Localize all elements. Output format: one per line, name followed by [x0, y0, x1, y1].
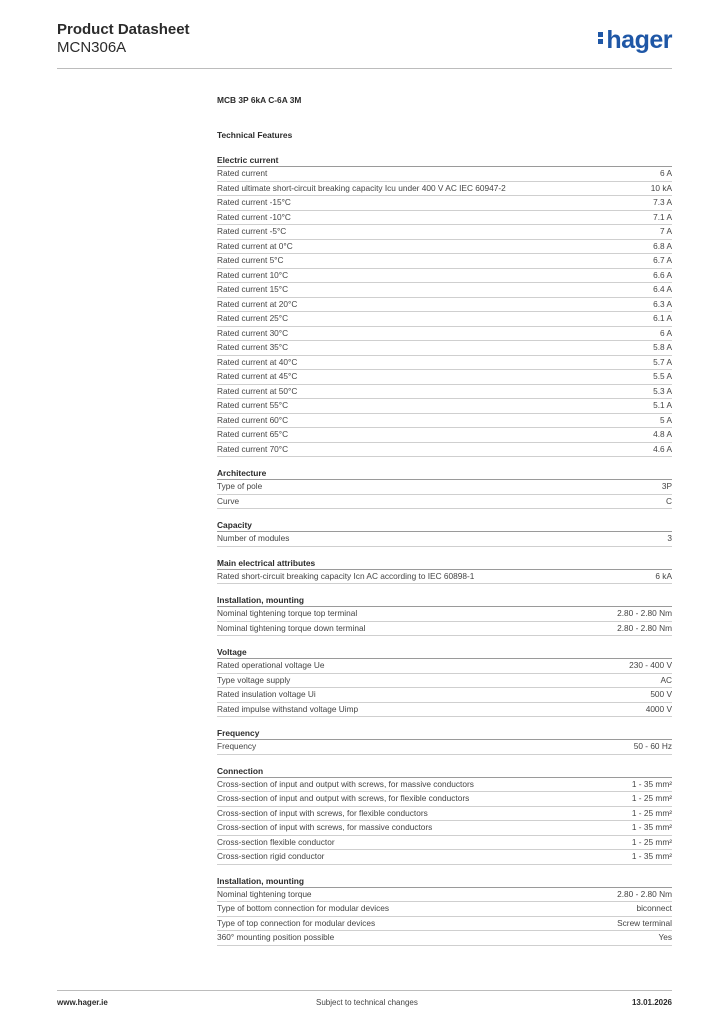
feature-value: 6.6 A	[653, 269, 672, 280]
product-code: MCN306A	[57, 39, 127, 56]
feature-section	[217, 558, 672, 585]
section-title: Architecture	[217, 468, 672, 480]
feature-row	[217, 792, 672, 807]
feature-value: 1 - 35 mm²	[631, 778, 672, 789]
feature-label: Rated impulse withstand voltage Uimp	[217, 703, 359, 714]
feature-section	[217, 766, 672, 865]
feature-label: Rated current at 50°C	[217, 385, 298, 396]
feature-value: 5 A	[660, 414, 672, 425]
feature-value: 2.80 - 2.80 Nm	[617, 622, 672, 633]
feature-label: Nominal tightening torque top terminal	[217, 608, 358, 618]
feature-label: Cross-section of input with screws, for massive conductors	[217, 822, 433, 832]
feature-value: 1 - 25 mm²	[631, 807, 672, 818]
feature-value: 6.1 A	[653, 313, 672, 323]
section-title: Electric current	[217, 155, 672, 167]
page-title: Product Datasheet	[57, 21, 190, 38]
feature-value: 7.1 A	[653, 211, 672, 222]
feature-row	[217, 821, 672, 836]
section-title: Capacity	[217, 520, 672, 532]
feature-row	[217, 211, 672, 226]
feature-label: Rated current at 20°C	[217, 298, 298, 309]
feature-row	[217, 480, 672, 495]
feature-label: Rated ultimate short-circuit breaking capacity Icu under 400 V AC IEC 60947-2	[217, 182, 506, 193]
feature-label: Rated short-circuit breaking capacity Icn AC according to IEC 60898-1	[217, 570, 475, 581]
logo-text: hager	[606, 26, 672, 54]
feature-section	[217, 647, 672, 717]
feature-label: Type of bottom connection for modular devices	[217, 903, 390, 913]
feature-value: 6.4 A	[653, 284, 672, 294]
feature-row	[217, 298, 672, 313]
feature-row	[217, 356, 672, 371]
feature-label: Rated current -5°C	[217, 226, 287, 236]
feature-section	[217, 520, 672, 547]
feature-label: Number of modules	[217, 533, 290, 543]
feature-value: 3	[667, 533, 672, 543]
feature-label: Rated current 5°C	[217, 255, 284, 265]
feature-label: Rated current 10°C	[217, 269, 289, 280]
feature-row	[217, 703, 672, 718]
feature-label: Rated current at 45°C	[217, 371, 298, 381]
feature-value: 7 A	[660, 226, 672, 236]
feature-row	[217, 240, 672, 255]
feature-row	[217, 570, 672, 585]
feature-row	[217, 341, 672, 356]
section-title: Frequency	[217, 728, 672, 740]
feature-row	[217, 807, 672, 822]
section-title: Installation, mounting	[217, 595, 672, 607]
feature-label: 360° mounting position possible	[217, 932, 335, 942]
feature-label: Rated current 65°C	[217, 429, 289, 439]
feature-label: Nominal tightening torque	[217, 888, 312, 899]
section-title: Installation, mounting	[217, 876, 672, 888]
feature-value: 4000 V	[645, 703, 672, 714]
feature-label: Cross-section of input and output with screws, for flexible conductors	[217, 793, 470, 803]
feature-label: Rated current -10°C	[217, 211, 291, 222]
technical-features-title: Technical Features	[217, 130, 293, 140]
feature-label: Rated current 25°C	[217, 313, 289, 323]
feature-row	[217, 931, 672, 946]
feature-row	[217, 778, 672, 793]
feature-label: Rated current	[217, 168, 268, 178]
feature-row	[217, 532, 672, 547]
feature-value: 6 kA	[655, 570, 672, 581]
section-title: Voltage	[217, 647, 672, 659]
feature-value: 5.8 A	[653, 342, 672, 352]
feature-row	[217, 370, 672, 385]
feature-row	[217, 385, 672, 400]
feature-row	[217, 254, 672, 269]
logo-dots-icon	[598, 30, 603, 46]
feature-sections	[217, 155, 672, 946]
feature-row	[217, 850, 672, 865]
feature-row	[217, 836, 672, 851]
feature-label: Rated current 70°C	[217, 443, 289, 454]
feature-value: 6.8 A	[653, 240, 672, 251]
footer-website: www.hager.ie	[57, 998, 108, 1007]
feature-label: Rated operational voltage Ue	[217, 660, 325, 670]
feature-value: 3P	[661, 481, 672, 491]
feature-value: 1 - 35 mm²	[631, 822, 672, 832]
header-divider	[57, 68, 672, 69]
feature-label: Type of top connection for modular devices	[217, 917, 376, 928]
feature-label: Rated current -15°C	[217, 197, 291, 207]
feature-row	[217, 182, 672, 197]
feature-value: 1 - 25 mm²	[631, 836, 672, 847]
section-title: Main electrical attributes	[217, 558, 672, 570]
feature-label: Cross-section rigid conductor	[217, 851, 325, 861]
feature-value: 4.8 A	[653, 429, 672, 439]
feature-label: Rated current 35°C	[217, 342, 289, 352]
feature-row	[217, 917, 672, 932]
feature-label: Curve	[217, 495, 240, 506]
feature-row	[217, 740, 672, 755]
feature-label: Rated current at 40°C	[217, 356, 298, 367]
page-header	[57, 20, 672, 68]
feature-value: 5.1 A	[653, 400, 672, 410]
hager-logo	[598, 26, 672, 55]
feature-value: 6 A	[660, 168, 672, 178]
feature-section	[217, 595, 672, 636]
feature-label: Type of pole	[217, 481, 263, 491]
footer-divider	[57, 990, 672, 991]
feature-row	[217, 225, 672, 240]
feature-row	[217, 428, 672, 443]
feature-section	[217, 876, 672, 946]
feature-value: 6.7 A	[653, 255, 672, 265]
feature-value: 5.5 A	[653, 371, 672, 381]
feature-section	[217, 155, 672, 457]
feature-row	[217, 196, 672, 211]
feature-label: Cross-section of input and output with screws, for massive conductors	[217, 778, 474, 789]
feature-label: Rated current at 0°C	[217, 240, 293, 251]
product-name: MCB 3P 6kA C-6A 3M	[217, 95, 302, 105]
feature-row	[217, 888, 672, 903]
feature-label: Rated current 30°C	[217, 327, 289, 338]
feature-row	[217, 327, 672, 342]
feature-value: 1 - 35 mm²	[631, 851, 672, 861]
feature-value: C	[666, 495, 672, 506]
feature-section	[217, 468, 672, 509]
feature-row	[217, 399, 672, 414]
feature-value: 7.3 A	[653, 197, 672, 207]
feature-row	[217, 167, 672, 182]
feature-value: 50 - 60 Hz	[633, 741, 672, 751]
feature-value: 2.80 - 2.80 Nm	[617, 608, 672, 618]
section-title: Connection	[217, 766, 672, 778]
feature-row	[217, 607, 672, 622]
feature-value: 230 - 400 V	[629, 660, 672, 670]
feature-row	[217, 269, 672, 284]
feature-row	[217, 414, 672, 429]
footer-note: Subject to technical changes	[316, 998, 418, 1007]
feature-row	[217, 283, 672, 298]
feature-label: Type voltage supply	[217, 674, 291, 685]
feature-value: 6 A	[660, 327, 672, 338]
feature-value: biconnect	[636, 903, 672, 913]
feature-value: 10 kA	[650, 182, 672, 193]
feature-value: 500 V	[650, 689, 672, 699]
feature-label: Rated current 15°C	[217, 284, 289, 294]
feature-value: Yes	[658, 932, 672, 942]
feature-label: Rated current 60°C	[217, 414, 289, 425]
feature-row	[217, 902, 672, 917]
feature-label: Cross-section flexible conductor	[217, 836, 335, 847]
feature-row	[217, 688, 672, 703]
feature-row	[217, 659, 672, 674]
feature-value: 1 - 25 mm²	[631, 793, 672, 803]
feature-label: Rated insulation voltage Ui	[217, 689, 316, 699]
feature-value: AC	[660, 674, 672, 685]
feature-row	[217, 495, 672, 510]
feature-label: Rated current 55°C	[217, 400, 289, 410]
feature-value: 4.6 A	[653, 443, 672, 454]
feature-label: Frequency	[217, 741, 257, 751]
datasheet-content	[217, 95, 672, 946]
feature-value: 2.80 - 2.80 Nm	[617, 888, 672, 899]
feature-label: Cross-section of input with screws, for flexible conductors	[217, 807, 428, 818]
feature-label: Nominal tightening torque down terminal	[217, 622, 366, 633]
feature-row	[217, 622, 672, 637]
feature-value: 5.3 A	[653, 385, 672, 396]
feature-value: Screw terminal	[617, 917, 672, 928]
feature-row	[217, 443, 672, 458]
feature-value: 6.3 A	[653, 298, 672, 309]
feature-section	[217, 728, 672, 755]
feature-value: 5.7 A	[653, 356, 672, 367]
feature-row	[217, 312, 672, 327]
feature-row	[217, 674, 672, 689]
footer-date: 13.01.2026	[631, 998, 672, 1007]
